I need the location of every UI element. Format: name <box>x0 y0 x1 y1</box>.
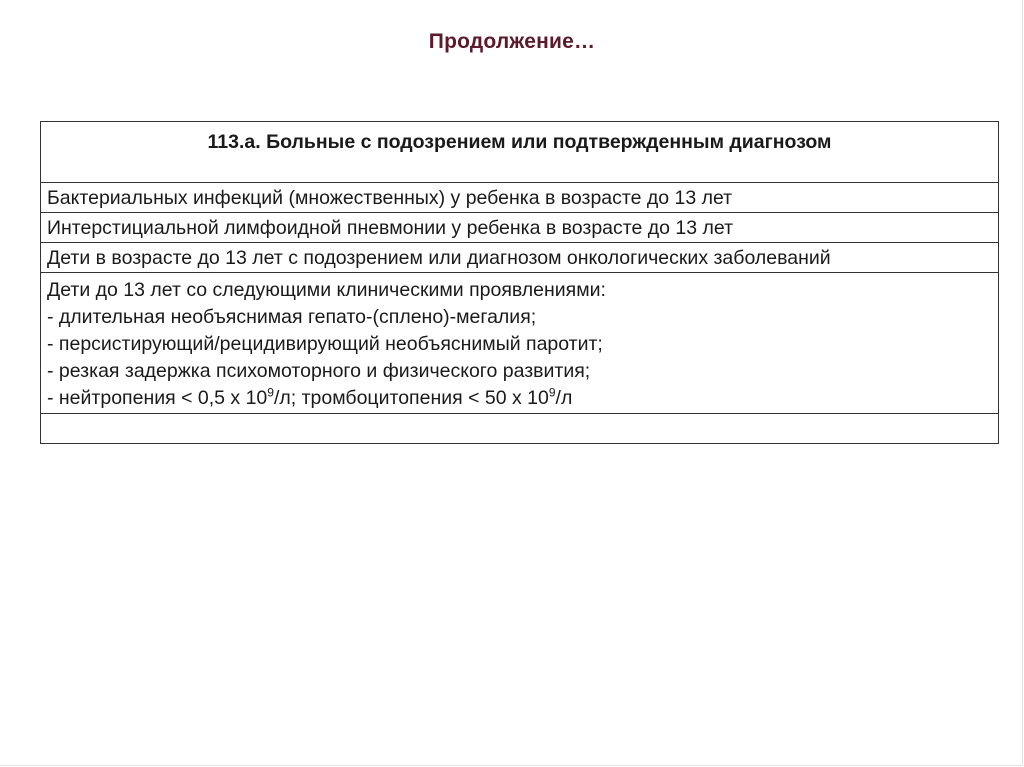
table-row <box>41 273 999 414</box>
superscript-9: 9 <box>548 385 556 400</box>
clinical-item-neutropenia <box>47 385 992 412</box>
table-header-cell <box>41 122 999 183</box>
table-header-row <box>41 122 999 183</box>
clinical-item: - персистирующий/рецидивирующий необъяснимый паротит; <box>47 333 603 355</box>
table-row-empty <box>41 414 999 444</box>
criteria-table <box>40 121 999 444</box>
table-cell-bacterial: Бактериальных инфекций (множественных) у ребенка в возрасте до 13 лет <box>41 183 999 213</box>
table-cell-clinical <box>41 273 999 414</box>
clinical-item: - резкая задержка психомоторного и физического развития; <box>47 360 591 382</box>
superscript-9: 9 <box>267 385 274 400</box>
table-row <box>41 183 999 213</box>
page-title: Продолжение… <box>428 30 596 53</box>
table-header-text: 113.а. Больные с подозрением или подтвержденным диагнозом <box>207 131 832 153</box>
clinical-intro: Дети до 13 лет со следующими клиническими проявлениями: <box>47 279 606 301</box>
neutropenia-suffix: /л <box>555 387 573 409</box>
neutropenia-prefix: - нейтропения < 0,5 х 10 <box>47 387 268 409</box>
table-row <box>41 213 999 243</box>
neutropenia-middle: /л; тромбоцитопения < 50 х 10 <box>273 387 549 409</box>
table-cell-oncology: Дети в возрасте до 13 лет с подозрением или диагнозом онкологических заболеваний <box>41 243 999 273</box>
clinical-item: - длительная необъяснимая гепато-(сплено)-мегалия; <box>47 306 537 328</box>
table-cell-empty <box>41 414 999 444</box>
table-cell-pneumonia: Интерстициальной лимфоидной пневмонии у ребенка в возрасте до 13 лет <box>41 213 999 243</box>
table-row <box>41 243 999 273</box>
